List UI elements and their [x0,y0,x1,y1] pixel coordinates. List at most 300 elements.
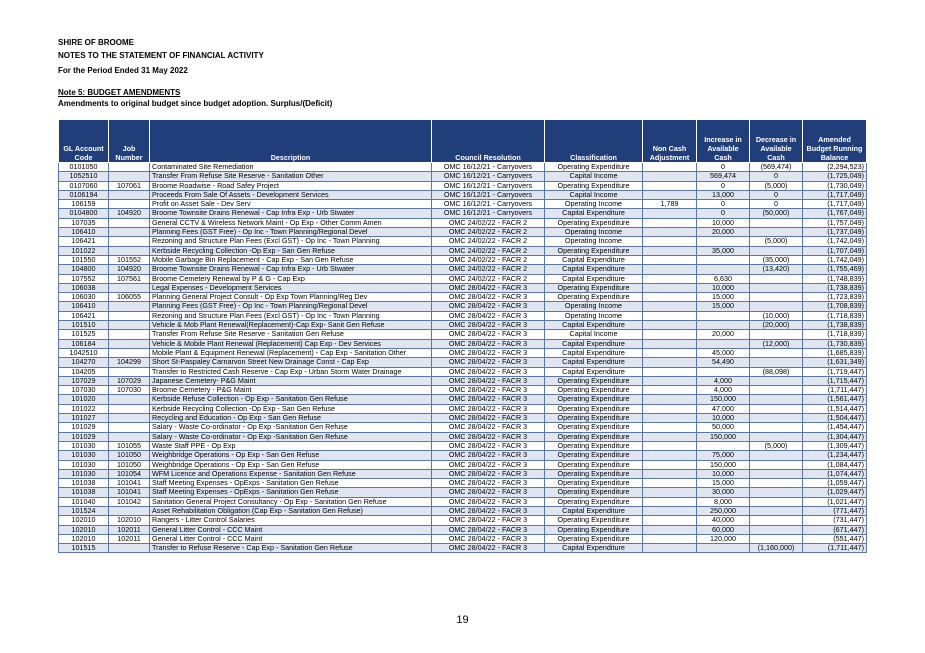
table-row [59,441,867,450]
description-cell: Kerbside Recycling Collection -Op Exp - San Gen Refuse [150,246,432,255]
council-resolution-cell: OMC 28/04/22 - FACR 3 [432,460,545,469]
council-resolution-cell: OMC 28/04/22 - FACR 3 [432,469,545,478]
non-cash-cell [643,460,697,469]
gl-account-cell: 101525 [59,330,109,339]
gl-account-cell: 107035 [59,218,109,227]
decrease-cell [750,348,803,357]
classification-cell: Operating Expenditure [545,432,643,441]
description-cell: Vehicle & Mobile Plant Renewal (Replacement) Cap Exp - Dev Services [150,339,432,348]
table-row [59,181,867,190]
running-balance-cell: (1,504,447) [803,414,867,423]
table-row [59,218,867,227]
increase-cell: 30,000 [697,488,750,497]
running-balance-cell: (1,719,447) [803,367,867,376]
description-cell: Transfer From Refuse Site Reserve - Sanitation Gen Refuse [150,330,432,339]
increase-cell: 10,000 [697,218,750,227]
job-number-cell [109,311,150,320]
gl-account-cell: 101030 [59,441,109,450]
decrease-cell [750,404,803,413]
running-balance-cell: (1,707,049) [803,246,867,255]
description-cell: Waste Staff PPE - Op Exp [150,441,432,450]
classification-cell: Operating Expenditure [545,423,643,432]
running-balance-cell: (1,021,447) [803,497,867,506]
council-resolution-cell: OMC 28/04/22 - FACR 3 [432,534,545,543]
table-row [59,479,867,488]
running-balance-cell: (1,074,447) [803,469,867,478]
gl-account-cell: 106421 [59,237,109,246]
job-number-cell [109,237,150,246]
table-row [59,432,867,441]
table-row [59,246,867,255]
increase-cell: 150,000 [697,395,750,404]
gl-account-cell: 101022 [59,246,109,255]
col-increase: Increase in Available Cash [697,120,750,163]
decrease-cell: (35,000) [750,255,803,264]
non-cash-cell [643,441,697,450]
decrease-cell: (88,098) [750,367,803,376]
increase-cell [697,544,750,553]
non-cash-cell [643,516,697,525]
non-cash-cell [643,339,697,348]
council-resolution-cell: OMC 28/04/22 - FACR 3 [432,479,545,488]
org-title: SHIRE OF BROOME [58,38,135,47]
job-number-cell: 107061 [109,181,150,190]
job-number-cell: 107029 [109,376,150,385]
non-cash-cell [643,544,697,553]
job-number-cell: 101055 [109,441,150,450]
running-balance-cell: (1,715,447) [803,376,867,385]
description-cell: WFM Licence and Operations Expense - Sanitation Gen Refuse [150,469,432,478]
description-cell: Broome Townsite Drains Renewal - Cap Infra Exp - Urb Stwater [150,209,432,218]
increase-cell: 47,000 [697,404,750,413]
non-cash-cell [643,330,697,339]
non-cash-cell [643,293,697,302]
job-number-cell [109,395,150,404]
period-title: For the Period Ended 31 May 2022 [58,66,188,75]
increase-cell: 0 [697,163,750,172]
table-row [59,534,867,543]
running-balance-cell: (1,059,447) [803,479,867,488]
description-cell: Legal Expenses - Development Services [150,283,432,292]
decrease-cell: 0 [750,172,803,181]
running-balance-cell: (1,737,049) [803,228,867,237]
council-resolution-cell: OMC 28/04/22 - FACR 3 [432,525,545,534]
classification-cell: Operating Expenditure [545,283,643,292]
classification-cell: Operating Income [545,200,643,209]
table-row [59,302,867,311]
description-cell: General Litter Control - CCC Maint [150,525,432,534]
gl-account-cell: 106410 [59,228,109,237]
description-cell: Transfer to Restricted Cash Reserve - Cap Exp - Urban Storm Water Drainage [150,367,432,376]
job-number-cell: 101552 [109,255,150,264]
decrease-cell: 0 [750,200,803,209]
description-cell: Broome Roadwise - Road Safey Project [150,181,432,190]
job-number-cell [109,228,150,237]
table-row [59,506,867,515]
classification-cell: Capital Income [545,172,643,181]
increase-cell [697,321,750,330]
decrease-cell [750,228,803,237]
decrease-cell [750,451,803,460]
increase-cell: 8,000 [697,497,750,506]
table-row [59,228,867,237]
council-resolution-cell: OMC 28/04/22 - FACR 3 [432,376,545,385]
job-number-cell [109,246,150,255]
increase-cell: 569,474 [697,172,750,181]
increase-cell [697,311,750,320]
council-resolution-cell: OMC 16/12/21 - Carryovers [432,200,545,209]
gl-account-cell: 0107060 [59,181,109,190]
table-row [59,237,867,246]
non-cash-cell [643,376,697,385]
council-resolution-cell: OMC 16/12/21 - Carryovers [432,209,545,218]
job-number-cell: 101050 [109,451,150,460]
council-resolution-cell: OMC 28/04/22 - FACR 3 [432,293,545,302]
council-resolution-cell: OMC 28/04/22 - FACR 3 [432,311,545,320]
description-cell: Sanitation General Project Consultancy - Op Exp - Sanitation Gen Refuse [150,497,432,506]
gl-account-cell: 101038 [59,479,109,488]
running-balance-cell: (1,725,049) [803,172,867,181]
job-number-cell: 101054 [109,469,150,478]
classification-cell: Capital Expenditure [545,209,643,218]
gl-account-cell: 101027 [59,414,109,423]
description-cell: Short St-Paspaley Carnarvon Street New Drainage Const - Cap Exp [150,358,432,367]
decrease-cell [750,423,803,432]
council-resolution-cell: OMC 28/04/22 - FACR 3 [432,321,545,330]
table-row [59,460,867,469]
non-cash-cell [643,228,697,237]
description-cell: Transfer From Refuse Site Reserve - Sanitation Other [150,172,432,181]
job-number-cell [109,218,150,227]
running-balance-cell: (1,717,049) [803,190,867,199]
table-row [59,339,867,348]
gl-account-cell: 104205 [59,367,109,376]
council-resolution-cell: OMC 24/02/22 - FACR 2 [432,228,545,237]
table-row [59,321,867,330]
gl-account-cell: 101040 [59,497,109,506]
non-cash-cell [643,190,697,199]
classification-cell: Operating Expenditure [545,163,643,172]
table-row [59,404,867,413]
increase-cell: 35,000 [697,246,750,255]
non-cash-cell [643,302,697,311]
non-cash-cell [643,395,697,404]
running-balance-cell: (1,711,447) [803,386,867,395]
gl-account-cell: 106410 [59,302,109,311]
description-cell: Weighbridge Operations - Op Exp - San Gen Refuse [150,451,432,460]
gl-account-cell: 1042510 [59,348,109,357]
non-cash-cell [643,423,697,432]
non-cash-cell [643,506,697,515]
job-number-cell [109,200,150,209]
increase-cell: 15,000 [697,293,750,302]
decrease-cell [750,330,803,339]
non-cash-cell [643,451,697,460]
non-cash-cell [643,367,697,376]
table-header-row [59,120,867,163]
budget-amendments-table [58,119,867,553]
description-cell: Recycling and Education - Op Exp - San Gen Refuse [150,414,432,423]
decrease-cell [750,302,803,311]
table-row [59,330,867,339]
decrease-cell [750,516,803,525]
council-resolution-cell: OMC 28/04/22 - FACR 3 [432,348,545,357]
running-balance-cell: (671,447) [803,525,867,534]
table-row [59,209,867,218]
increase-cell [697,367,750,376]
increase-cell: 13,000 [697,190,750,199]
classification-cell: Operating Expenditure [545,525,643,534]
classification-cell: Operating Expenditure [545,534,643,543]
classification-cell: Operating Expenditure [545,218,643,227]
decrease-cell: (20,000) [750,321,803,330]
gl-account-cell: 101030 [59,460,109,469]
description-cell: Profit on Asset Sale - Dev Serv [150,200,432,209]
job-number-cell [109,283,150,292]
running-balance-cell: (1,234,447) [803,451,867,460]
classification-cell: Capital Income [545,190,643,199]
non-cash-cell [643,386,697,395]
description-cell: Staff Meeting Expenses - OpExps - Sanitation Gen Refuse [150,488,432,497]
gl-account-cell: 101020 [59,395,109,404]
council-resolution-cell: OMC 28/04/22 - FACR 3 [432,367,545,376]
running-balance-cell: (1,723,839) [803,293,867,302]
decrease-cell [750,506,803,515]
council-resolution-cell: OMC 28/04/22 - FACR 3 [432,283,545,292]
council-resolution-cell: OMC 28/04/22 - FACR 3 [432,330,545,339]
decrease-cell: (10,000) [750,311,803,320]
gl-account-cell: 106038 [59,283,109,292]
running-balance-cell: (1,767,049) [803,209,867,218]
job-number-cell: 104920 [109,265,150,274]
classification-cell: Capital Expenditure [545,348,643,357]
non-cash-cell [643,283,697,292]
gl-account-cell: 0101050 [59,163,109,172]
decrease-cell [750,497,803,506]
job-number-cell [109,544,150,553]
gl-account-cell: 101029 [59,432,109,441]
gl-account-cell: 101029 [59,423,109,432]
increase-cell: 250,000 [697,506,750,515]
increase-cell: 0 [697,181,750,190]
decrease-cell [750,432,803,441]
council-resolution-cell: OMC 24/02/22 - FACR 2 [432,237,545,246]
non-cash-cell [643,209,697,218]
description-cell: Rezoning and Structure Plan Fees (Excl GST) - Op Inc - Town Planning [150,237,432,246]
increase-cell [697,339,750,348]
col-decrease: Decrease in Available Cash [750,120,803,163]
decrease-cell [750,376,803,385]
decrease-cell: (569,474) [750,163,803,172]
non-cash-cell [643,469,697,478]
decrease-cell: (5,000) [750,237,803,246]
non-cash-cell [643,432,697,441]
increase-cell: 120,000 [697,534,750,543]
classification-cell: Capital Expenditure [545,506,643,515]
table-row [59,274,867,283]
decrease-cell [750,479,803,488]
job-number-cell: 102011 [109,525,150,534]
running-balance-cell: (1,757,049) [803,218,867,227]
job-number-cell [109,172,150,181]
description-cell: Vehicle & Mob Plant Renewal(Replacement)-Cap Exp- Sanit Gen Refuse [150,321,432,330]
classification-cell: Operating Expenditure [545,395,643,404]
job-number-cell: 101041 [109,488,150,497]
non-cash-cell [643,525,697,534]
classification-cell: Capital Income [545,330,643,339]
running-balance-cell: (1,730,049) [803,181,867,190]
job-number-cell [109,321,150,330]
council-resolution-cell: OMC 28/04/22 - FACR 3 [432,451,545,460]
description-cell: Rangers - Litter Control Salaries [150,516,432,525]
decrease-cell [750,525,803,534]
increase-cell: 0 [697,209,750,218]
decrease-cell: (1,160,000) [750,544,803,553]
table-row [59,414,867,423]
job-number-cell [109,330,150,339]
decrease-cell: (5,000) [750,441,803,450]
running-balance-cell: (1,738,839) [803,283,867,292]
decrease-cell [750,395,803,404]
col-job-number: Job Number [109,120,150,163]
decrease-cell [750,293,803,302]
table-row [59,348,867,357]
running-balance-cell: (1,514,447) [803,404,867,413]
job-number-cell [109,302,150,311]
classification-cell: Capital Expenditure [545,274,643,283]
gl-account-cell: 107030 [59,386,109,395]
increase-cell: 45,000 [697,348,750,357]
table-row [59,423,867,432]
decrease-cell [750,218,803,227]
non-cash-cell [643,274,697,283]
council-resolution-cell: OMC 28/04/22 - FACR 3 [432,386,545,395]
gl-account-cell: 106030 [59,293,109,302]
description-cell: Kerbside Recycling Collection -Op Exp - San Gen Refuse [150,404,432,413]
council-resolution-cell: OMC 24/02/22 - FACR 2 [432,255,545,264]
table-row [59,255,867,264]
non-cash-cell [643,237,697,246]
increase-cell: 20,000 [697,228,750,237]
classification-cell: Operating Income [545,228,643,237]
gl-account-cell: 102010 [59,534,109,543]
running-balance-cell: (1,742,049) [803,237,867,246]
table-row [59,283,867,292]
council-resolution-cell: OMC 28/04/22 - FACR 3 [432,497,545,506]
decrease-cell: (50,000) [750,209,803,218]
gl-account-cell: 101022 [59,404,109,413]
council-resolution-cell: OMC 28/04/22 - FACR 3 [432,404,545,413]
increase-cell: 15,000 [697,302,750,311]
running-balance-cell: (2,294,523) [803,163,867,172]
council-resolution-cell: OMC 16/12/21 - Carryovers [432,163,545,172]
increase-cell: 6,630 [697,274,750,283]
running-balance-cell: (1,708,839) [803,302,867,311]
non-cash-cell [643,534,697,543]
council-resolution-cell: OMC 28/04/22 - FACR 3 [432,432,545,441]
running-balance-cell: (1,730,839) [803,339,867,348]
description-cell: Broome Cemetery - P&G Maint [150,386,432,395]
council-resolution-cell: OMC 24/02/22 - FACR 2 [432,265,545,274]
table-row [59,451,867,460]
description-cell: Salary - Waste Co-ordinator - Op Exp -Sanitation Gen Refuse [150,432,432,441]
decrease-cell [750,469,803,478]
description-cell: Proceeds From Sale Of Assets - Development Services [150,190,432,199]
decrease-cell [750,534,803,543]
description-cell: Broome Townsite Drains Renewal - Cap Infra Exp - Urb Stwater [150,265,432,274]
council-resolution-cell: OMC 28/04/22 - FACR 3 [432,395,545,404]
running-balance-cell: (551,447) [803,534,867,543]
increase-cell: 150,000 [697,432,750,441]
increase-cell: 150,000 [697,460,750,469]
running-balance-cell: (1,029,447) [803,488,867,497]
job-number-cell [109,348,150,357]
gl-account-cell: 101524 [59,506,109,515]
council-resolution-cell: OMC 24/02/22 - FACR 2 [432,274,545,283]
table-row [59,469,867,478]
description-cell: Staff Meeting Expenses - OpExps - Sanitation Gen Refuse [150,479,432,488]
table-row [59,516,867,525]
running-balance-cell: (1,755,469) [803,265,867,274]
running-balance-cell: (1,631,349) [803,358,867,367]
description-cell: Contaminated Site Remediation [150,163,432,172]
non-cash-cell [643,479,697,488]
non-cash-cell [643,163,697,172]
description-cell: Japanese Cemetery- P&G Maint [150,376,432,385]
decrease-cell: 0 [750,190,803,199]
page-number: 19 [456,614,469,626]
table-row [59,386,867,395]
gl-account-cell: 101515 [59,544,109,553]
job-number-cell: 102011 [109,534,150,543]
col-non-cash: Non Cash Adjustment [643,120,697,163]
table-row [59,190,867,199]
classification-cell: Operating Expenditure [545,516,643,525]
running-balance-cell: (1,738,839) [803,321,867,330]
increase-cell: 4,000 [697,386,750,395]
gl-account-cell: 1052510 [59,172,109,181]
table-row [59,497,867,506]
description-cell: Planning Fees (GST Free) - Op Inc - Town Planning/Regional Devel [150,228,432,237]
running-balance-cell: (1,685,839) [803,348,867,357]
non-cash-cell [643,488,697,497]
gl-account-cell: 101030 [59,469,109,478]
increase-cell: 20,000 [697,330,750,339]
job-number-cell [109,163,150,172]
classification-cell: Operating Expenditure [545,376,643,385]
gl-account-cell: 102010 [59,516,109,525]
gl-account-cell: 107029 [59,376,109,385]
non-cash-cell [643,348,697,357]
table-row [59,544,867,553]
description-cell: Broome Cemetery Renewal by P & G - Cap Exp [150,274,432,283]
table-row [59,488,867,497]
non-cash-cell [643,246,697,255]
non-cash-cell [643,497,697,506]
description-cell: Transfer to Refuse Reserve - Cap Exp - Sanitation Gen Refuse [150,544,432,553]
running-balance-cell: (1,718,839) [803,330,867,339]
non-cash-cell [643,172,697,181]
job-number-cell [109,414,150,423]
decrease-cell: (12,000) [750,339,803,348]
increase-cell: 50,000 [697,423,750,432]
description-cell: Salary - Waste Co-ordinator - Op Exp -Sanitation Gen Refuse [150,423,432,432]
running-balance-cell: (1,711,447) [803,544,867,553]
council-resolution-cell: OMC 28/04/22 - FACR 3 [432,516,545,525]
col-council-resolution: Council Resolution [432,120,545,163]
classification-cell: Operating Income [545,311,643,320]
decrease-cell [750,386,803,395]
